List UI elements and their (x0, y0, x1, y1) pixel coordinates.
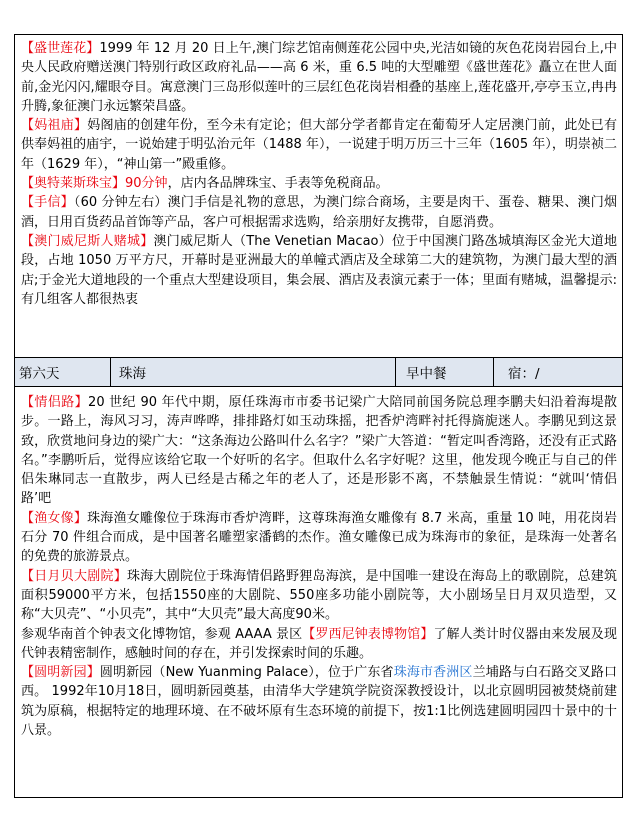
day-6-content (21, 393, 617, 740)
paragraph-souvenirs: 【手信】（60 分钟左右）澳门手信是礼物的意思，为澳门综合商场，主要是肉干、蛋卷、糖果、澳门烟酒，日用百货药品首饰等产品，客户可根据需求选购，给亲朋好友携带，自愿消费。 (21, 195, 617, 230)
attraction-tag: 【罗西尼钟表博物馆】 (302, 626, 434, 642)
attraction-tag: 【手信】 (21, 195, 74, 211)
paragraph-lotus-sculpture: 【盛世莲花】1999 年 12 月 20 日上午,澳门综艺馆南侧莲花公园中央,光洁如镜的灰色花岗岩园台上,中央人民政府赠送澳门特别行政区政府礼品——高 6 米，重 6.5 吨的大型雕塑《盛世莲花》矗立在世人面前,金光闪闪,耀眼夺目。寓意澳门三岛形似莲叶的三层红色花岗岩相叠的基座上,莲花盛开,亭亭玉立,冉冉升腾,象征澳门永远繁荣昌盛。 (21, 41, 617, 114)
accommodation-cell: 宿：/ (508, 366, 540, 382)
attraction-tag: 【渔女像】 (21, 510, 88, 526)
attraction-tag: 【盛世莲花】 (21, 41, 100, 56)
paragraph-fisher-girl: 【渔女像】珠海渔女雕像位于珠海市香炉湾畔，这尊珠海渔女雕像有 8.7 米高，重量 10 吨，用花岗岩石分 70 件组合而成，是中国著名雕塑家潘鹤的杰作。渔女雕像已成为珠海市的象征，是珠海一处著名的免费的旅游景点。 (21, 510, 617, 565)
day-number-cell: 第六天 (15, 358, 111, 386)
paragraph-lovers-road: 【情侣路】20 世纪 90 年代中期，原任珠海市市委书记梁广大陪同前国务院总理李鹏夫妇沿着海堤散步。一路上，海风习习，涛声哗哗，排排路灯如玉动珠摇，把香炉湾畔衬托得旖旎迷人。李鹏见到这景致，欣赏地问身边的梁广大：“这条海边公路叫什么名字？”梁广大答道：“暂定叫香湾路，还没有正式路名。”李鹏听后，觉得应该给它取一个好听的名字。但取什么名字好呢？这里，他发现今晚正与自己的伴侣朱琳同志一直散步，两人已经是古稀之年的老人了，还是形影不离，不禁触景生情说：“就叫‘情侣路’吧 (21, 395, 617, 507)
duration-label: 90分钟 (125, 176, 168, 192)
paragraph-venetian: 【澳门威尼斯人赌城】澳门威尼斯人（The Venetian Macao）位于中国澳门路氹城填海区金光大道地段，占地 1050 万平方尺，开幕时是亚洲最大的单幢式酒店及全球第二大的建筑物，为澳门最大型的酒店;于金光大道地段的一个重点大型建设项目，集会展、酒店及表演元素于一体；里面有赌城，温馨提示:有几组客人都很热衷 (21, 233, 617, 307)
attraction-tag: 【圆明新园】 (21, 665, 100, 681)
attraction-tag: 【澳门威尼斯人赌城】 (21, 233, 154, 249)
day-header-row (15, 357, 622, 387)
city-cell: 珠海 (111, 358, 396, 386)
paragraph-yuanming-palace: 【圆明新园】圆明新园（New Yuanming Palace），位于广东省珠海市香洲区兰埔路与白石路交叉路口西。 1992年10月18日，圆明新园奠基，由清华大学建筑学院资深教授设计，以北京圆明园被焚烧前建筑为原稿，根据特定的地理环境、在不破坏原有生态环境的前提下，按1:1比例选建圆明园四十景中的十八景。 (21, 665, 617, 739)
attraction-tag: 【日月贝大剧院】 (21, 568, 127, 584)
attraction-tag: 【情侣路】 (21, 395, 89, 410)
itinerary-document (14, 34, 623, 798)
paragraph-outlets-jewelry: 【奥特莱斯珠宝】90分钟，店内各品牌珠宝、手表等免税商品。 (21, 176, 389, 192)
paragraph-grand-theatre: 【日月贝大剧院】珠海大剧院位于珠海情侣路野狸岛海滨，是中国唯一建设在海岛上的歌剧院，总建筑面积59000平方米，包括1550座的大剧院、550座多功能小剧院等，大小剧场呈日月双贝造型，又称“大贝壳”、“小贝壳”，其中“大贝壳”最大高度90米。 (21, 568, 617, 623)
day-5-content (21, 39, 617, 309)
paragraph-watch-museum: 参观华南首个钟表文化博物馆，参观 AAAA 景区【罗西尼钟表博物馆】了解人类计时仪器由来发展及现代钟表精密制作，感触时间的存在，并引发探索时间的乐趣。 (21, 626, 617, 661)
attraction-tag: 【妈祖庙】 (21, 118, 88, 134)
attraction-tag: 【奥特莱斯珠宝】 (21, 176, 126, 192)
paragraph-mazu-temple: 【妈祖庙】妈阁庙的创建年份，至今未有定论；但大部分学者都肯定在葡萄牙人定居澳门前，此处已有供奉妈祖的庙宇，一说始建于明弘治元年（1488 年），一说建于明万历三十三年（1605 年），明崇祯二年（1629 年），“神山第一”殿重修。 (21, 118, 617, 172)
meals-cell: 早中餐 (396, 358, 494, 386)
location-link[interactable]: 珠海市香洲区 (393, 665, 473, 681)
